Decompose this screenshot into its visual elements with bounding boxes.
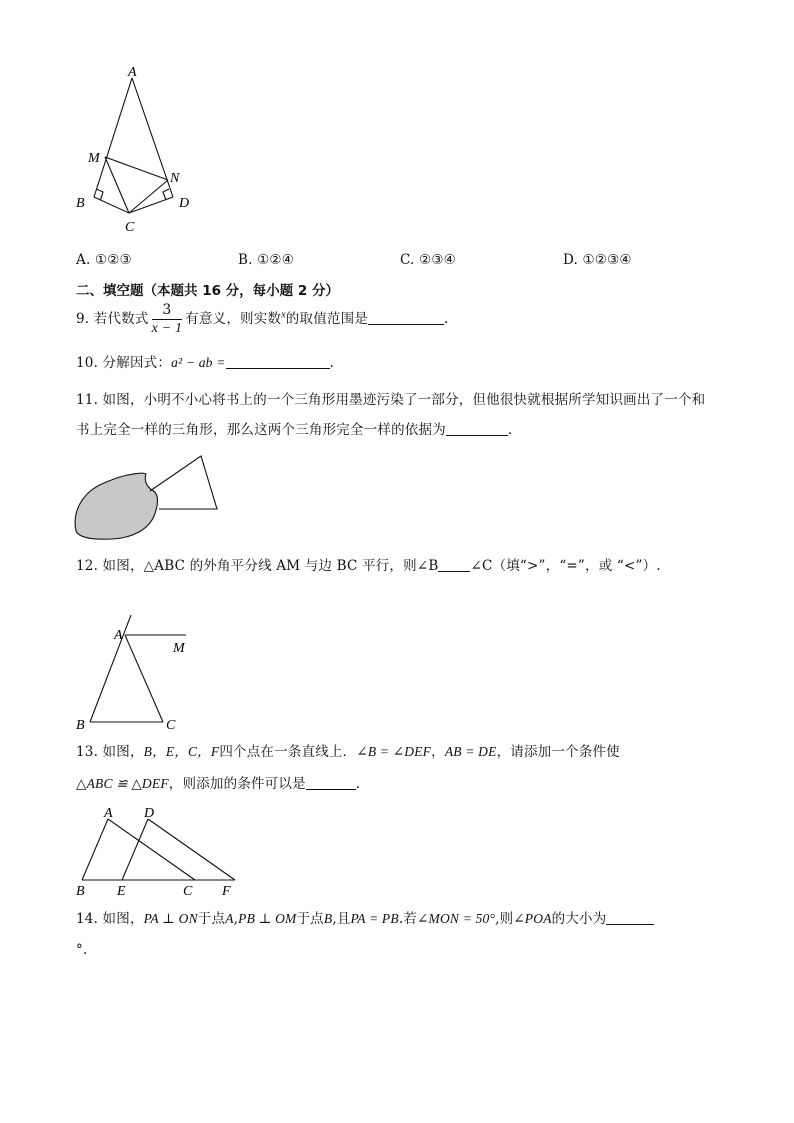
q14-point-A: A [225, 911, 234, 926]
fig13-label-D: D [144, 806, 155, 821]
fig8-label-D: D [179, 196, 190, 211]
q9-numerator: 3 [152, 302, 183, 320]
q11-end: . [507, 422, 513, 438]
question-12 [76, 557, 661, 575]
q14-text-4: ,且 [332, 911, 351, 927]
q9-variable: x [281, 309, 286, 321]
q14-line2: °. [76, 942, 88, 958]
q13-condition-1: ∠B = ∠DEF [356, 744, 432, 759]
q14-answer-blank[interactable] [606, 910, 654, 925]
q14-line1 [76, 910, 654, 928]
q8-option-a[interactable]: A. ①②③ [76, 252, 132, 268]
q9-suffix: 的取值范围是 [285, 311, 368, 327]
q13-line1d: ，请添加一个条件使 [496, 744, 620, 760]
q12-mid: ∠C（填“>”，“=”，或 “<”）. [470, 558, 661, 574]
q13-condition-2: AB = DE [444, 744, 497, 759]
q11-line1: 11. 如图，小明不小心将书上的一个三角形用墨迹污染了一部分，但他很快就根据所学知识画出了一个和 [76, 392, 706, 408]
q14-point-B: B [323, 911, 333, 926]
q14-text-5: .若 [398, 911, 418, 927]
q9-denominator: x − 1 [151, 321, 183, 336]
q13-congruence: △ABC ≌ △DEF [76, 776, 169, 791]
q9-mid: 有意义，则实数 [185, 311, 282, 327]
q13-sep: ， [431, 744, 445, 760]
q9-answer-blank[interactable] [368, 310, 444, 325]
q14-condition-2: PB ⊥ OM [238, 911, 297, 926]
q9-prefix: 9. 若代数式 [76, 311, 149, 327]
q10-expression: a² − ab = [171, 355, 226, 370]
q14-text-2: , [233, 911, 239, 927]
q13-answer-blank[interactable] [306, 775, 356, 790]
question-9 [76, 302, 449, 337]
fig8-label-B: B [76, 196, 85, 211]
fig8-label-M: M [88, 151, 100, 166]
fig13-label-E: E [117, 884, 126, 898]
figure-q11-ink-triangle [70, 450, 230, 545]
figure-q8-kite [70, 60, 210, 240]
q10-end: . [329, 355, 335, 371]
fig12-label-B: B [76, 718, 85, 733]
q8-option-c[interactable]: C. ②③④ [400, 252, 456, 268]
q12-answer-blank[interactable] [438, 557, 470, 572]
q14-condition-4: ∠MON = 50° [417, 911, 496, 926]
figure-q12-triangle [70, 615, 200, 735]
section-title: 二、填空题（本题共 16 分，每小题 2 分） [76, 283, 339, 299]
q8-option-d[interactable]: D. ①②③④ [563, 252, 632, 268]
q14-text-7: 的大小为 [551, 911, 607, 927]
q9-fraction [152, 302, 183, 337]
q8-option-b[interactable]: B. ①②④ [238, 252, 295, 268]
q14-text-1: 于点 [197, 911, 226, 927]
fig8-label-C: C [125, 220, 135, 235]
q12-prefix: 12. 如图，△ABC 的外角平分线 AM 与边 BC 平行，则∠B [76, 558, 439, 574]
q13-line2 [76, 775, 360, 793]
q14-prefix: 14. 如图， [76, 911, 144, 927]
q13-line1a: 13. 如图， [76, 744, 144, 760]
question-10 [76, 354, 334, 372]
q14-text-3: 于点 [296, 911, 324, 927]
fig8-label-N: N [170, 171, 180, 186]
q9-end: . [444, 311, 449, 327]
q10-answer-blank[interactable] [226, 354, 330, 369]
q13-end: . [355, 776, 361, 792]
q14-condition-3: PA = PB [350, 911, 399, 926]
q13-line1 [76, 743, 620, 761]
q11-line2-text: 书上完全一样的三角形，那么这两个三角形完全一样的依据为 [76, 422, 446, 438]
fig8-label-A: A [128, 65, 137, 80]
q11-answer-blank[interactable] [446, 421, 508, 436]
figure-q13-triangles [70, 803, 245, 898]
fig13-label-C: C [183, 884, 193, 898]
fig12-label-M: M [173, 641, 185, 656]
q13-line1c: 四个点在一条直线上． [219, 744, 357, 760]
q13-line2b: ，则添加的条件可以是 [168, 776, 306, 792]
fig12-label-C: C [166, 718, 176, 733]
q14-angle: ∠POA [513, 911, 552, 926]
fig12-label-A: A [114, 628, 123, 643]
q10-prefix: 10. 分解因式： [76, 355, 172, 371]
fig13-label-A: A [104, 806, 113, 821]
q14-condition-1: PA ⊥ ON [143, 911, 198, 926]
fig13-label-F: F [222, 884, 231, 898]
q13-points: B，E，C，F [143, 744, 220, 759]
fig13-label-B: B [76, 884, 85, 898]
q11-line2 [76, 421, 512, 439]
q14-text-6: ,则 [495, 911, 514, 927]
